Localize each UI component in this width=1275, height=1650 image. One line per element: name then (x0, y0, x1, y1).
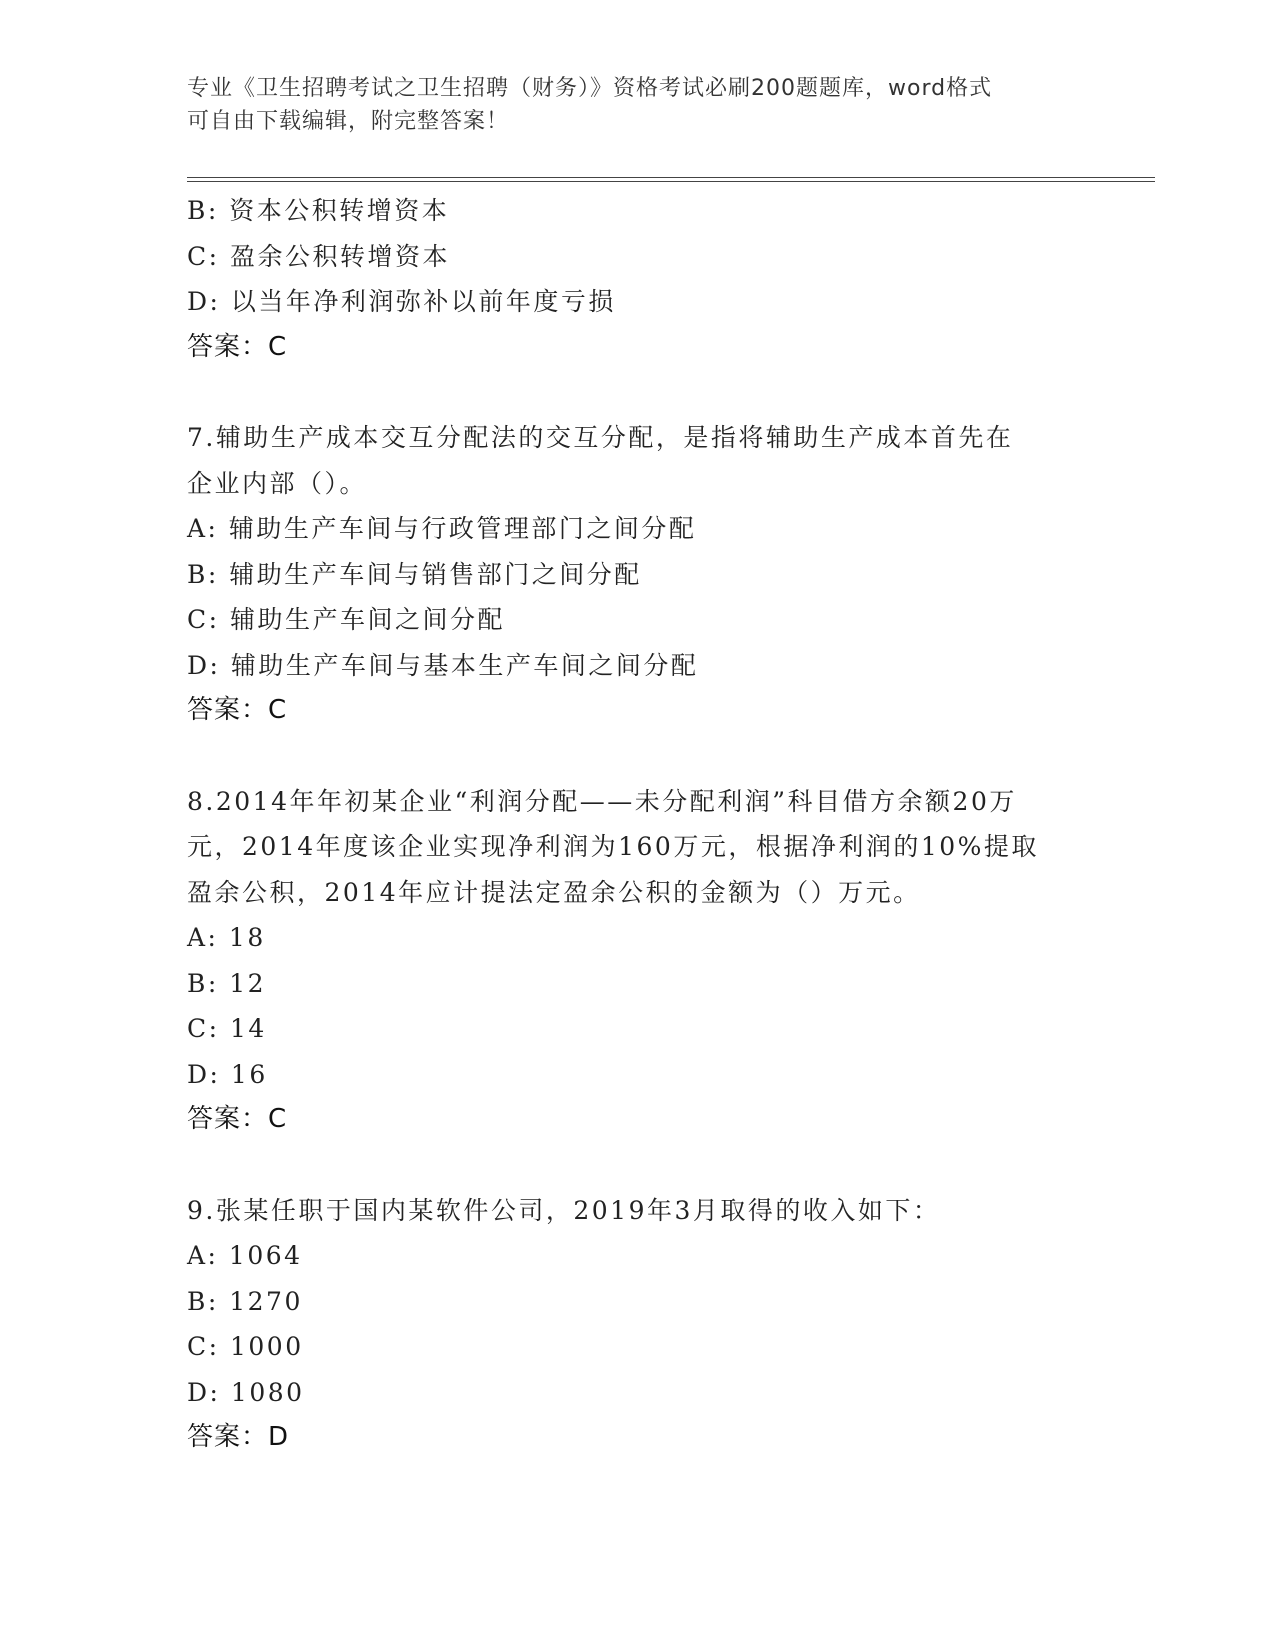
answer-line: 答案：D (187, 1422, 290, 1452)
question-text-line: 企业内部（）。 (187, 468, 368, 498)
answer-line: 答案：C (187, 1104, 288, 1134)
question-text-line: 9.张某任职于国内某软件公司，2019年3月取得的收入如下： (187, 1195, 941, 1225)
option-d: D: 16 (187, 1059, 268, 1089)
document-header (187, 72, 1067, 138)
question-7 (187, 415, 1087, 734)
option-b: B: 1270 (187, 1286, 303, 1316)
option-c: C: 1000 (187, 1332, 304, 1361)
answer-line: 答案：C (187, 331, 288, 362)
previous-question-tail (187, 188, 1087, 370)
option-d: D: 辅助生产车间与基本生产车间之间分配 (187, 650, 699, 680)
question-text-line: 7.辅助生产成本交互分配法的交互分配，是指将辅助生产成本首先在 (187, 423, 1014, 452)
spacer (187, 734, 1087, 779)
option-a: A: 18 (187, 923, 266, 952)
spacer (187, 1143, 1087, 1188)
option-c: C: 盈余公积转增资本 (187, 241, 450, 271)
spacer (187, 370, 1087, 415)
question-8 (187, 779, 1087, 1143)
answer-line: 答案：C (187, 695, 288, 725)
option-c: C: 辅助生产车间之间分配 (187, 605, 505, 634)
option-d: D: 1080 (187, 1377, 305, 1407)
option-b: B: 12 (187, 968, 267, 998)
question-text-line: 盈余公积，2014年应计提法定盈余公积的金额为（）万元。 (187, 877, 921, 907)
question-text-line: 8.2014年年初某企业“利润分配——未分配利润”科目借方余额20万 (187, 786, 1017, 816)
question-9 (187, 1188, 1087, 1461)
header-title-line-2: 可自由下载编辑，附完整答案！ (187, 109, 510, 134)
option-b: B: 辅助生产车间与销售部门之间分配 (187, 559, 642, 589)
option-c: C: 14 (187, 1014, 267, 1043)
question-list (187, 188, 1087, 1461)
option-b: B: 资本公积转增资本 (187, 196, 450, 225)
header-divider (187, 177, 1155, 182)
option-d: D: 以当年净利润弥补以前年度亏损 (187, 287, 616, 316)
option-a: A: 辅助生产车间与行政管理部门之间分配 (187, 514, 697, 543)
option-a: A: 1064 (187, 1241, 303, 1270)
question-text-line: 元，2014年度该企业实现净利润为160万元，根据净利润的10%提取 (187, 832, 1039, 861)
header-title-line-1: 专业《卫生招聘考试之卫生招聘（财务）》资格考试必刷200题题库，word格式 (187, 76, 993, 101)
